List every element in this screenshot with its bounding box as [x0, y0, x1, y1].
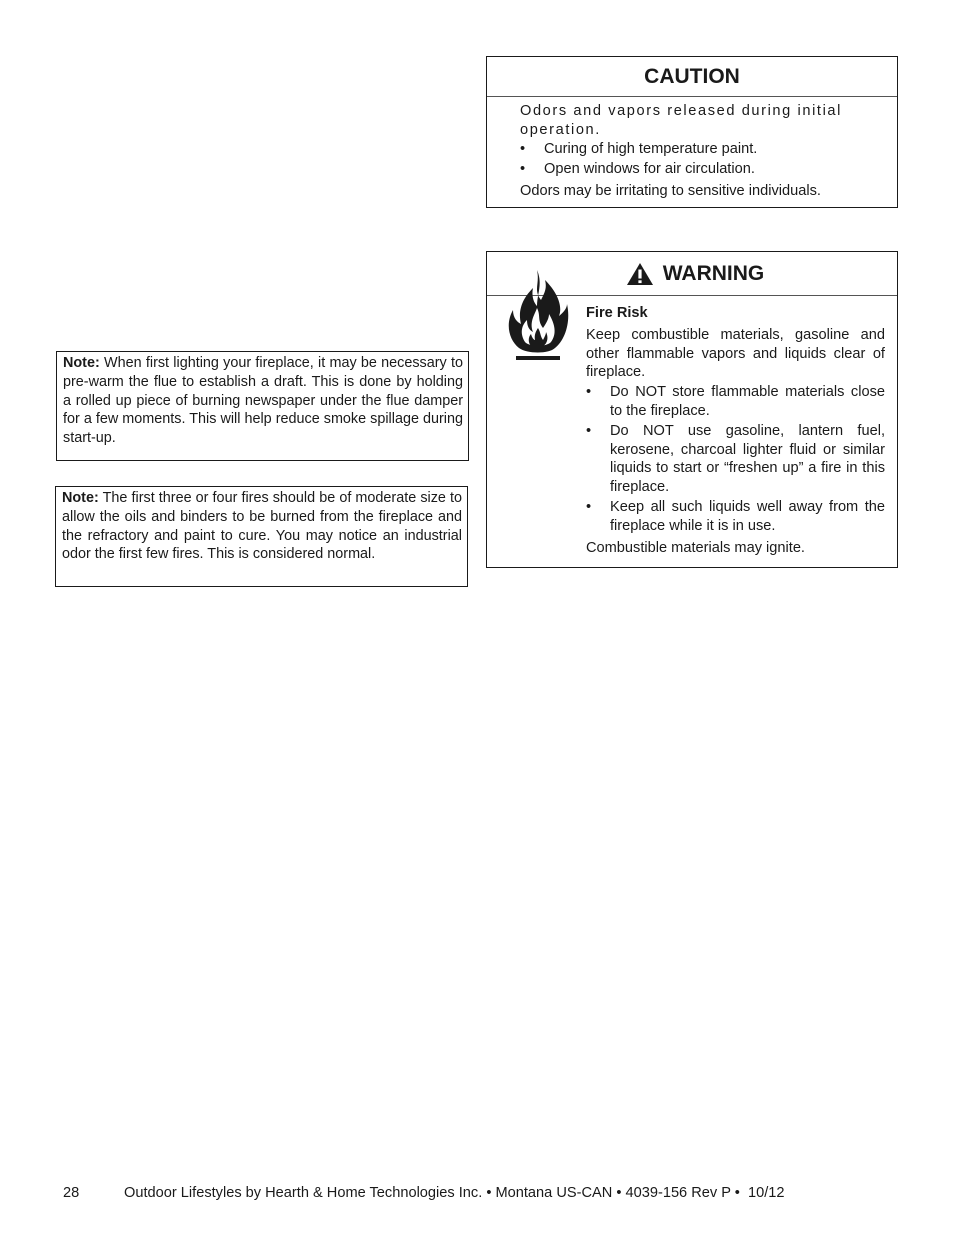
warning-bullet: [586, 498, 885, 536]
caution-bullet: [520, 160, 870, 179]
note-label: Note:: [62, 490, 99, 506]
footer-text: Outdoor Lifestyles by Hearth & Home Technologies Inc. • Montana US-CAN • 4039-156 Rev P • 10/12: [124, 1185, 785, 1201]
fire-hazard-icon: [507, 270, 569, 366]
caution-bullet-text: Open windows for air circulation.: [544, 161, 755, 178]
warning-bullet-text: Do NOT use gasoline, lantern fuel, kerosene, charcoal lighter fluid or similar liquids to start or “freshen up” a fire in this fireplace.: [610, 422, 885, 496]
note-box: [55, 486, 468, 587]
caution-intro: Odors and vapors released during initial operation.: [520, 103, 842, 138]
page-number: 28: [63, 1185, 80, 1201]
warning-heading: Fire Risk: [586, 305, 648, 321]
warning-bullet-text: Keep all such liquids well away from the fireplace while it is in use.: [610, 498, 885, 534]
warning-intro: Keep combustible materials, gasoline and other flammable vapors and liquids clear of fireplace.: [586, 326, 885, 381]
caution-header: [487, 57, 897, 97]
warning-bullet: [586, 383, 885, 421]
note-label: Note:: [63, 355, 100, 371]
caution-body: [487, 97, 897, 201]
caution-bullet: [520, 140, 870, 159]
bullet-glyph: •: [520, 140, 526, 157]
bullet-glyph: •: [520, 161, 526, 178]
caution-closing: Odors may be irritating to sensitive individuals.: [520, 183, 821, 200]
note-text: The first three or four fires should be of moderate size to allow the oils and binders to be burned from the fireplace and the refractory and paint to cure. You may notice an industrial odor the first few fires. This is considered normal.: [62, 490, 462, 563]
warning-body: [586, 304, 885, 557]
note-box: [56, 351, 469, 461]
bullet-glyph: •: [586, 422, 592, 439]
bullet-glyph: •: [586, 498, 592, 515]
caution-bullet-text: Curing of high temperature paint.: [544, 140, 758, 157]
note-text: When first lighting your fireplace, it may be necessary to pre-warm the flue to establish a draft. This is done by holding a rolled up piece of burning newspaper under the flue damper for a few moments. This will help reduce smoke spillage during start-up.: [63, 355, 463, 447]
caution-title: CAUTION: [644, 64, 740, 88]
caution-box: [486, 56, 898, 208]
warning-title: WARNING: [662, 261, 765, 285]
warning-bullet: [586, 422, 885, 497]
warning-triangle-icon: [626, 262, 654, 286]
bullet-glyph: •: [586, 384, 592, 401]
warning-closing: Combustible materials may ignite.: [586, 539, 805, 556]
warning-bullet-text: Do NOT store flammable materials close to the fireplace.: [610, 384, 885, 419]
warning-box: [486, 251, 898, 568]
